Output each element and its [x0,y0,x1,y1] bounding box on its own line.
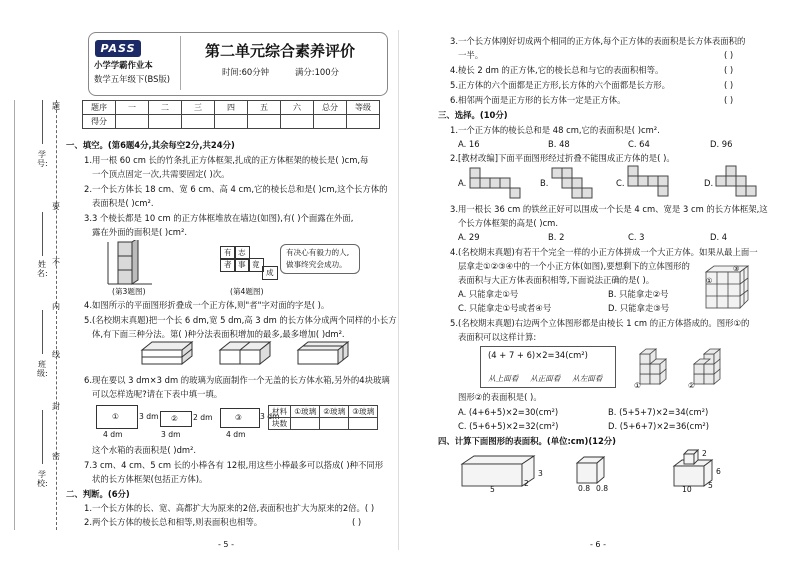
net-cell: 成 [262,266,278,280]
full-score: 满分:100分 [295,67,339,77]
series-name: 小学学霸作业本 [94,60,153,70]
glass-count-cell[interactable] [291,418,320,430]
class-field[interactable] [42,310,43,354]
choice-option[interactable]: A. [458,178,467,188]
question-text: 表面积与大正方体表面积相等,下面说法正确的是( )。 [458,275,655,285]
glass-width: 2 dm [193,413,213,422]
answer-paren[interactable]: ( ) [352,517,362,527]
dimension-label: 10 [682,485,692,494]
question-text: 3.用一根长 36 cm 的铁丝正好可以围成一个长是 4 cm、宽是 3 cm 的长方体框架,这 [450,204,768,214]
question-text: 体,有下面三种分法。第( )种分法表面积增加的最多,最多增加( )dm². [92,329,345,339]
quote-line: 有决心有毅力的人, [286,248,350,257]
cuboid-figure [458,452,548,492]
net-cell: 竟 [248,258,264,272]
quote-line: 做事终究会成功。 [286,260,347,269]
answer-paren[interactable]: ( ) [724,95,734,105]
question-text: 状的长方体框架(包括正方体)。 [92,474,208,484]
question-text: 6.现在要以 3 dm×3 dm 的玻璃为底面制作一个无盖的长方体水箱,另外的4块玻璃 [84,375,390,385]
score-cell[interactable] [281,115,314,129]
choice-option[interactable]: B. 只能拿走②号 [608,289,669,299]
dimension-label: 2 [702,449,707,458]
glass-count-cell[interactable] [320,418,349,430]
binding-mark: 密 [52,452,60,461]
shape-number: ① [634,381,641,390]
question-text: 表面积可以这样计算: [458,332,537,342]
section-choice: 三、选择。(10分) [438,110,508,120]
question-text: 5.(名校期末真题)把一个长 6 dm,宽 5 dm,高 3 dm 的长方体分成两个同样的小长方 [84,315,397,325]
formula-label: 从正面看 [530,374,561,383]
score-header-cell: 六 [281,101,314,115]
glass-piece-2: ② [160,411,192,427]
score-header-cell: 五 [248,101,281,115]
name-field[interactable] [42,212,43,256]
choice-option[interactable]: C. [616,178,625,188]
section-fill-blank: 一、填空。(第6题4分,其余每空2分,共24分) [66,140,235,150]
section-calculate: 四、计算下面图形的表面积。(单位:cm)(12分) [438,436,617,446]
glass-width: 3 dm [139,412,159,421]
choice-option[interactable]: A. (4+6+5)×2=30(cm²) [458,407,559,417]
dimension-label: 5 [708,481,713,490]
choice-option[interactable]: D. 只能拿走③号 [608,303,670,313]
question-text: 6.相邻两个面是正方形的长方体一定是正方体。 [450,95,626,105]
score-header-cell: 二 [149,101,182,115]
score-header-cell: 题序 [83,101,116,115]
glass-piece-3: ③ [220,408,260,428]
choice-option[interactable]: B. 2 [548,232,565,242]
cuboid-split-2 [218,340,274,366]
choice-option[interactable]: D. (5+6+7)×2=36(cm²) [608,421,710,431]
score-header-cell: 四 [215,101,248,115]
dimension-label: 5 [490,485,495,494]
question-text: 7.3 cm、4 cm、5 cm 长的小棒各有 12根,用这些小棒最多可以搭成( )种不同形 [84,460,384,470]
formula-label: 从上面看 [488,374,519,383]
net-cell: 事 [234,258,250,272]
answer-paren[interactable]: ( ) [724,80,734,90]
score-cell[interactable] [149,115,182,129]
binding-mark: 封 [52,402,60,411]
question-text: 4.棱长 2 dm 的正方体,它的棱长总和与它的表面积相等。 [450,65,664,75]
score-header-cell: 三 [182,101,215,115]
cube-net-d [714,164,764,200]
glass-length: 3 dm [161,430,181,439]
score-cell[interactable] [215,115,248,129]
choice-option[interactable]: C. 3 [628,232,645,242]
choice-option[interactable]: B. (5+5+7)×2=34(cm²) [608,407,709,417]
student-number-label: 学号: [37,150,48,168]
dimension-label: 0.8 [578,484,591,493]
svg-text:③: ③ [733,265,740,273]
net-cell: 者 [220,258,236,272]
score-cell[interactable] [182,115,215,129]
binding-solid-line [14,100,15,530]
school-label: 学校: [37,470,48,488]
glass-width: 3 dm [260,412,280,421]
choice-option[interactable]: A. 只能拿走①号 [458,289,519,299]
choice-option[interactable]: D. 96 [710,139,733,149]
name-label: 姓名: [37,260,48,278]
cube-net-b [550,166,600,200]
glass-length: 4 dm [226,430,246,439]
choice-option[interactable]: C. (5+6+5)×2=32(cm²) [458,421,559,431]
question-text: 3.3 个棱长都是 10 cm 的正方体框堆放在墙边(如图),有( )个面露在外面, [84,213,354,223]
question-text: 1.一个正方体的棱长总和是 48 cm,它的表面积是( )cm². [450,125,660,135]
glass-count-cell[interactable] [349,418,378,430]
score-header-cell: 总分 [314,101,347,115]
score-header-cell: 一 [116,101,149,115]
question-text: 1.用一根 60 cm 长的竹条扎正方体框架,扎成的正方体框架的棱长是( )cm,每 [84,155,369,165]
answer-paren[interactable]: ( ) [724,65,734,75]
glass-table-header: ③玻璃 [349,406,378,418]
choice-option[interactable]: B. [540,178,549,188]
question-text: 一半。 [458,50,484,60]
stacked-shape-2 [690,344,730,390]
page-title: 第二单元综合素养评价 [205,42,356,60]
question-text: 4.(名校期末真题)有若干个完全一样的小正方体拼成一个大正方体。如果从最上面一 [450,247,758,257]
figure-caption: (第3题图) [112,287,146,296]
question-text: 表面积是( )cm². [92,198,154,208]
formula-text: (4 + 7 + 6)×2=34(cm²) [488,350,588,360]
binding-mark: 不 [52,258,60,267]
cube-net-c [626,164,676,200]
page-number: - 6 - [590,540,606,549]
figure-caption: (第4题图) [230,287,264,296]
choice-option[interactable]: D. 4 [710,232,728,242]
svg-text:①: ① [706,277,713,285]
grade-edition: 数学五年级下(BS版) [94,74,171,84]
cuboid-split-3 [296,340,352,366]
school-field[interactable] [42,410,43,464]
score-table [82,100,380,129]
question-text: 层拿走①②③④中的一个小正方体(如图),要想剩下的立体图形的 [458,261,690,271]
glass-table-label: 块数 [269,418,291,430]
shape-number: ② [688,381,695,390]
glass-piece-1: ① [96,405,138,429]
student-number-field[interactable] [42,100,43,144]
big-cube-figure [700,262,752,314]
binding-mark: 要 [52,202,60,211]
cube-net-a [468,166,528,200]
score-cell[interactable] [314,115,347,129]
question-text: 这个水箱的表面积是( )dm². [92,445,197,455]
question-text: 3.一个长方体刚好切成两个相同的正方体,每个正方体的表面积是长方体表面积的 [450,36,746,46]
header-divider [180,36,181,90]
question-text: 个长方体框架的高是( )cm. [458,218,558,228]
score-cell[interactable] [248,115,281,129]
glass-length: 4 dm [103,430,123,439]
score-cell[interactable] [347,115,380,129]
formula-label: 从左面看 [572,374,603,383]
binding-mark: 线 [52,350,60,359]
choice-option[interactable]: B. 48 [548,139,570,149]
choice-option[interactable]: C. 64 [628,139,650,149]
question-text: 2.[教材改编]下面平面图形经过折叠不能围成正方体的是( )。 [450,153,675,163]
question-text: 5.(名校期末真题)右边两个立体图形都是由棱长 1 cm 的正方体搭成的。图形①的 [450,318,750,328]
score-row-label: 得分 [83,115,116,129]
question-text: 露在外面的面积是( )cm². [92,227,187,237]
stacked-shape-1 [636,344,676,390]
net-cell: 有 [220,246,236,260]
net-cell: 志 [234,246,250,260]
choice-option[interactable]: A. 16 [458,139,480,149]
brand-logo: PASS [95,40,141,57]
binding-dashed-line [56,100,57,530]
exam-time: 时间:60分钟 [222,67,269,77]
glass-table-header: 材料 [269,406,291,418]
question-text: 图形②的表面积是( )。 [458,392,542,402]
dimension-label: 6 [716,467,721,476]
dimension-label: 0.8 [596,484,609,493]
question-text: 2.两个长方体的棱长总和相等,则表面积也相等。 [84,517,263,527]
dimension-label: 3 [538,469,543,478]
stacked-cubes-figure [104,240,154,288]
question-text: 4.如图所示的平面图形折叠成一个正方体,则"者"字对面的字是( )。 [84,300,330,310]
score-cell[interactable] [116,115,149,129]
question-text: 1.一个长方体的长、宽、高都扩大为原来的2倍,表面积也扩大为原来的2倍。( ) [84,503,375,513]
question-text: 5.正方体的六个面都是正方形,长方体的六个面都是长方形。 [450,80,671,90]
dimension-label: 2 [524,479,529,488]
class-label: 班级: [37,360,48,378]
question-text: 一个顶点固定一次,共需要固定( )次。 [92,169,230,179]
cuboid-split-1 [140,340,196,366]
page-divider [398,30,399,550]
glass-count-table [268,405,378,430]
glass-table-header: ②玻璃 [320,406,349,418]
page-number: - 5 - [218,540,234,549]
question-text: 2.一个长方体长 18 cm、宽 6 cm、高 4 cm,它的棱长总和是( )cm,这个长方体的 [84,184,388,194]
glass-table-header: ①玻璃 [291,406,320,418]
choice-option[interactable]: C. 只能拿走①号或者④号 [458,303,552,313]
score-header-cell: 等级 [347,101,380,115]
answer-paren[interactable]: ( ) [724,50,734,60]
section-judge: 二、判断。(6分) [66,489,130,499]
question-text: 可以怎样选呢?请在下表中填一填。 [92,389,223,399]
binding-mark: 题 [52,102,60,111]
binding-mark: 内 [52,302,60,311]
choice-option[interactable]: A. 29 [458,232,480,242]
choice-option[interactable]: D. [704,178,714,188]
